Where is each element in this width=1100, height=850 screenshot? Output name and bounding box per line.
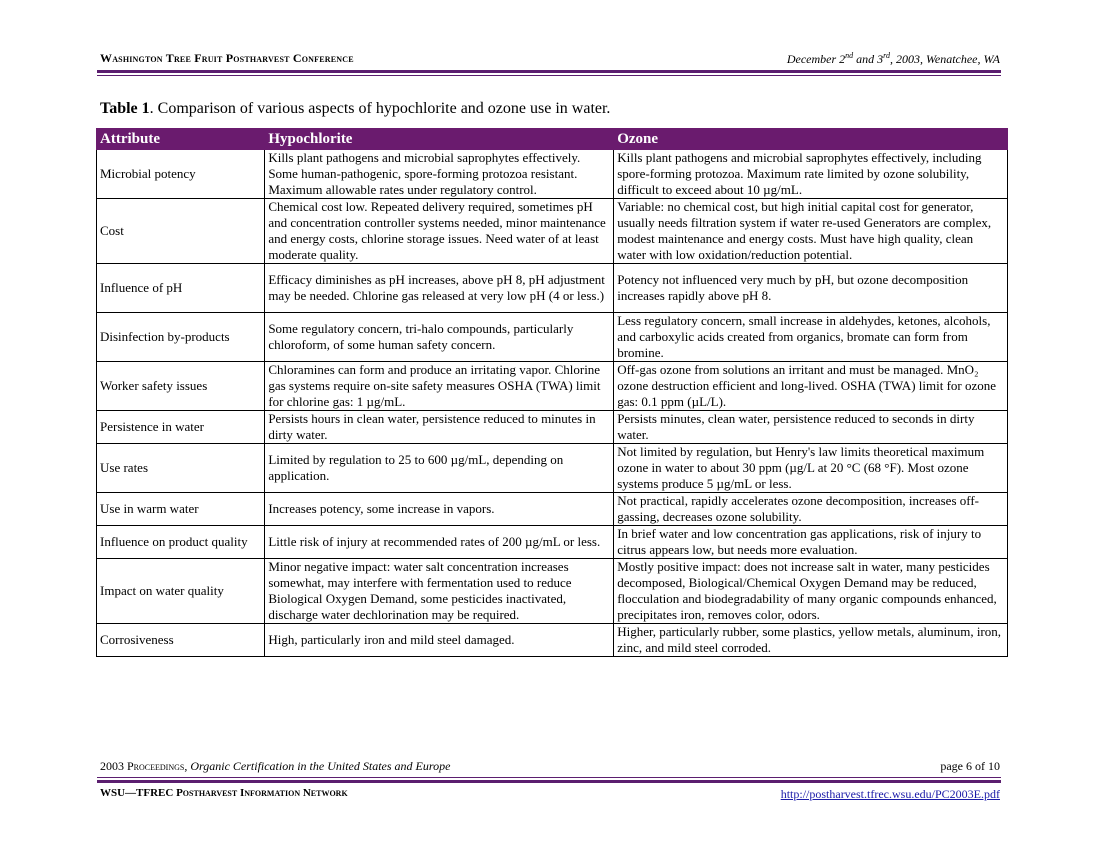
hypochlorite-cell: Chloramines can form and produce an irritating vapor. Chlorine gas systems require on-site safety measures OSHA (TWA) limit for chlorine gas: 1 µg/mL. bbox=[265, 362, 614, 411]
header-date-part2: and 3 bbox=[853, 52, 884, 66]
footer-separator: , bbox=[184, 759, 191, 773]
column-header-hypochlorite: Hypochlorite bbox=[265, 129, 614, 150]
attribute-cell: Disinfection by-products bbox=[97, 313, 265, 362]
table-header-row bbox=[97, 129, 1008, 150]
header-date-part3: , 2003, Wenatchee, WA bbox=[889, 52, 1000, 66]
hypochlorite-cell: Increases potency, some increase in vapors. bbox=[265, 493, 614, 526]
ozone-cell: Higher, particularly rubber, some plastics, yellow metals, aluminum, iron, zinc, and mild steel corroded. bbox=[614, 624, 1008, 657]
hypochlorite-cell: Kills plant pathogens and microbial saprophytes effectively. Some human-pathogenic, spore-forming protozoa resistant. Maximum allowable rates under regulatory control. bbox=[265, 150, 614, 199]
table-row bbox=[97, 411, 1008, 444]
column-header-ozone: Ozone bbox=[614, 129, 1008, 150]
attribute-cell: Use rates bbox=[97, 444, 265, 493]
attribute-cell: Influence on product quality bbox=[97, 526, 265, 559]
ozone-cell: Potency not influenced very much by pH, but ozone decomposition increases rapidly above pH 8. bbox=[614, 264, 1008, 313]
table-row bbox=[97, 313, 1008, 362]
table-row bbox=[97, 199, 1008, 264]
header-date-sup1: nd bbox=[845, 51, 854, 60]
footer-pdf-link[interactable]: http://postharvest.tfrec.wsu.edu/PC2003E.pdf bbox=[780, 787, 1000, 801]
column-header-attribute: Attribute bbox=[97, 129, 265, 150]
hypochlorite-cell: Efficacy diminishes as pH increases, above pH 8, pH adjustment may be needed. Chlorine gas released at very low pH (4 or less.) bbox=[265, 264, 614, 313]
table-caption bbox=[100, 100, 610, 118]
hypochlorite-cell: Persists hours in clean water, persistence reduced to minutes in dirty water. bbox=[265, 411, 614, 444]
footer-proceedings bbox=[100, 759, 450, 774]
table-row bbox=[97, 526, 1008, 559]
footer-year: 2003 bbox=[100, 759, 127, 773]
header-date-part1: December 2 bbox=[786, 52, 846, 66]
comparison-table bbox=[96, 128, 1008, 657]
ozone-cell: Not limited by regulation, but Henry's law limits theoretical maximum ozone in water to about 30 ppm (µg/L at 20 °C (68 °F). Most ozone systems produce 5 µg/mL or less. bbox=[614, 444, 1008, 493]
ozone-cell: In brief water and low concentration gas applications, risk of injury to citrus appears low, but needs more evaluation. bbox=[614, 526, 1008, 559]
ozone-cell: Off-gas ozone from solutions an irritant and must be managed. MnO₂ ozone destruction efficient and long-lived. OSHA (TWA) limit for ozone gas: 0.1 ppm (µL/L). bbox=[614, 362, 1008, 411]
hypochlorite-cell: Little risk of injury at recommended rates of 200 µg/mL or less. bbox=[265, 526, 614, 559]
hypochlorite-cell: High, particularly iron and mild steel damaged. bbox=[265, 624, 614, 657]
header-rule-thick bbox=[97, 70, 1001, 73]
header-conference-title: Washington Tree Fruit Postharvest Conference bbox=[100, 51, 354, 65]
table-caption-text: . Comparison of various aspects of hypochlorite and ozone use in water. bbox=[149, 100, 611, 117]
attribute-cell: Corrosiveness bbox=[97, 624, 265, 657]
ozone-cell: Less regulatory concern, small increase in aldehydes, ketones, alcohols, and carboxylic acids created from organics, bromate can form from bromine. bbox=[614, 313, 1008, 362]
footer-proceedings-label: Proceedings bbox=[127, 759, 185, 773]
attribute-cell: Influence of pH bbox=[97, 264, 265, 313]
table-row bbox=[97, 624, 1008, 657]
hypochlorite-cell: Minor negative impact: water salt concentration increases somewhat, may interfere with fermentation used to reduce Biological Oxygen Demand, some pesticides inactivated, discharge water dechlorination may be required. bbox=[265, 559, 614, 624]
footer-rule-thin bbox=[97, 777, 1001, 778]
attribute-cell: Impact on water quality bbox=[97, 559, 265, 624]
ozone-cell: Kills plant pathogens and microbial saprophytes effectively, including spore-forming protozoa. Maximum rate limited by ozone solubility, difficult to exceed about 10 µg/mL. bbox=[614, 150, 1008, 199]
table-row bbox=[97, 150, 1008, 199]
table-caption-label: Table 1 bbox=[100, 100, 150, 117]
hypochlorite-cell: Limited by regulation to 25 to 600 µg/mL, depending on application. bbox=[265, 444, 614, 493]
page-number: page 6 of 10 bbox=[940, 759, 1000, 773]
header-rule-thin bbox=[97, 75, 1001, 76]
table-row bbox=[97, 559, 1008, 624]
ozone-cell: Mostly positive impact: does not increase salt in water, many pesticides decomposed, Biological/Chemical Oxygen Demand may be reduced, flocculation and biodegradability of many organic compounds enhanced, precipitates iron, removes color, odors. bbox=[614, 559, 1008, 624]
table-row bbox=[97, 493, 1008, 526]
table-row bbox=[97, 264, 1008, 313]
header-date-sup2: rd bbox=[883, 51, 890, 60]
footer-rule-thick bbox=[97, 780, 1001, 783]
attribute-cell: Persistence in water bbox=[97, 411, 265, 444]
hypochlorite-cell: Chemical cost low. Repeated delivery required, sometimes pH and concentration controller systems needed, minor maintenance and energy costs, chlorine storage issues. Need water of at least moderate quality. bbox=[265, 199, 614, 264]
attribute-cell: Use in warm water bbox=[97, 493, 265, 526]
table-row bbox=[97, 362, 1008, 411]
ozone-cell: Persists minutes, clean water, persistence reduced to seconds in dirty water. bbox=[614, 411, 1008, 444]
attribute-cell: Cost bbox=[97, 199, 265, 264]
table-row bbox=[97, 444, 1008, 493]
ozone-cell: Not practical, rapidly accelerates ozone decomposition, increases off-gassing, decreases ozone solubility. bbox=[614, 493, 1008, 526]
footer-proceedings-title: Organic Certification in the United States and Europe bbox=[190, 759, 451, 773]
hypochlorite-cell: Some regulatory concern, tri-halo compounds, particularly chloroform, of some human safety concern. bbox=[265, 313, 614, 362]
header-date-location bbox=[787, 51, 1000, 67]
attribute-cell: Worker safety issues bbox=[97, 362, 265, 411]
ozone-cell: Variable: no chemical cost, but high initial capital cost for generator, usually needs filtration system if water re-used Generators are complex, modest maintenance and energy costs. Must have high quality, clean water with low oxidation/reduction potential. bbox=[614, 199, 1008, 264]
attribute-cell: Microbial potency bbox=[97, 150, 265, 199]
footer-network-name: WSU—TFREC Postharvest Information Network bbox=[100, 787, 348, 799]
